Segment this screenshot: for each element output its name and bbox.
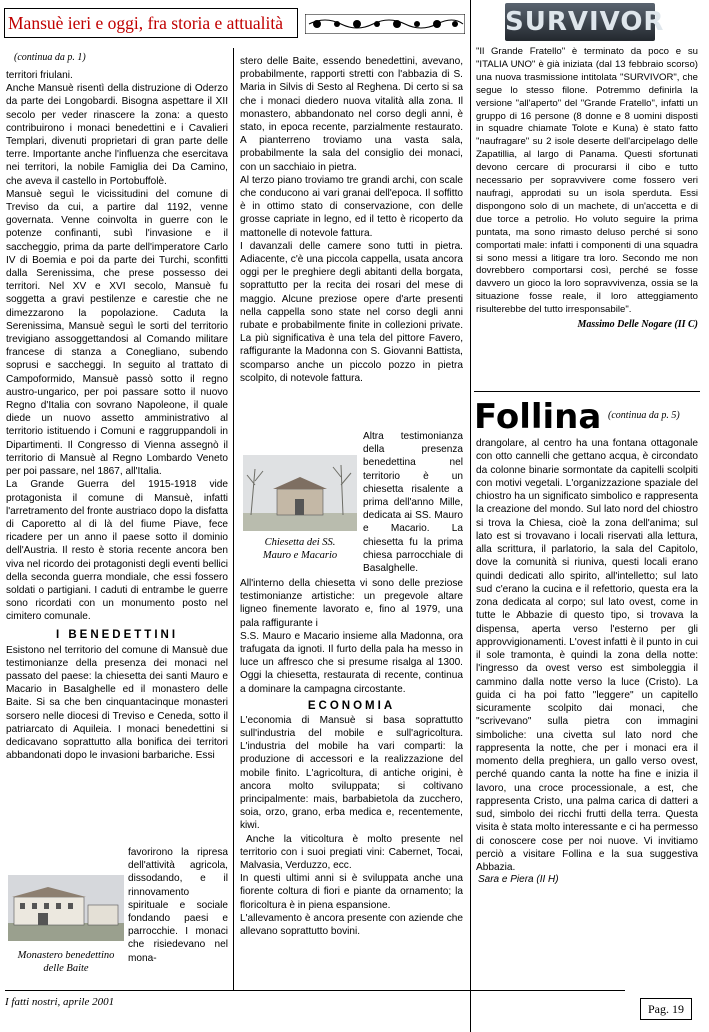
section-heading: ECONOMIA bbox=[307, 699, 396, 712]
paragraph: Esistono nel territorio del comune di Mansuè due testimonianze della presenza dei monaci nel passato del paese: la chiesetta dei santi Mauro e Macario in Basalghelle ed il monastero delle Baite. Si sa che ben cinquantacinque monasteri sorsero nelle diocesi di Treviso e Ceneda, sotto il patriarcato di Aquileia. I monaci benedettini si dedicavano soprattutto alla bonifica dei territori abbandonati dopo le invasioni barbariche. Essi bbox=[6, 644, 228, 762]
middle-column-lower bbox=[240, 577, 463, 938]
paragraph: Altra testimonianza della presenza benedettina nel territorio è un chiesetta risalente a prima dell'anno Mille, dedicata ai SS. Mauro e Macario. La chiesetta fu la prima chiesa parrocchiale di Basalghelle. bbox=[363, 431, 463, 575]
column-divider bbox=[470, 0, 471, 1032]
paragraph: La Grande Guerra del 1915-1918 vide protagonista il comune di Mansuè, infatti l'arretramento del fronte austriaco dopo la disfatta di Caporetto al di là del fiume Piave, fece ricadere per un anno il paese sotto il dominio dell'Austria. Il resto è storia recente ancora ben viva nel ricordo dei protagonisti degli eventi bellici della seconda guerra mondiale, che essi fossero soldati o partigiani. I caduti di entrambe le guerre sono ricordati con un monumento posto nel cimitero comunale. bbox=[6, 479, 228, 623]
paragraph: Mansuè seguì le vicissitudini del comune di Treviso da cui, a partire dal 1192, venne governata. Venne coinvolta in guerre con le potenze confinanti, subì l'invasione e il saccheggio, prima da parte dell'imperatore Carlo IV di Boemia e poi da parte dei Turchi, sconfitti dalla Serenissima, che prese possesso dei territori. Nel XV e XVI secolo, Mansuè fu soggetta a gravi pestilenze e carestie che ne dimezzarono la popolazione. Caduta la Serenissima, Mansuè seguì le sorti del territorio trevigiano assoggettandosi al Comando militare francese di stanza a Conegliano, subendo soprusi e saccheggi. In seguito al trattato di Campoformido, Mansuè passò sotto il regno austro-ungarico, per poi passare sotto il nuovo Regno d'Italia con sovrano Napoleone, il quale diede un nuovo assetto amministrativo al territorio istituendo i Comuni e raggruppandoli in Dipartimenti. Il Congresso di Vienna assegnò il territorio di Mansuè al Regno Lombardo Veneto per poi passare, nel 1867, all'Italia. bbox=[6, 188, 228, 478]
survivor-article bbox=[476, 46, 698, 330]
history-text bbox=[6, 69, 228, 624]
continued-note: (continua da p. 1) bbox=[14, 52, 86, 63]
section-heading: I BENEDETTINI bbox=[55, 628, 179, 641]
photo-caption: Chiesetta dei SS. Mauro e Macario bbox=[262, 537, 338, 561]
continued-note: (continua da p. 5) bbox=[608, 410, 680, 421]
column-divider bbox=[233, 48, 234, 990]
article-title: Follina bbox=[474, 397, 602, 437]
author: Sara e Piera (II H) bbox=[478, 874, 559, 886]
paragraph: "Il Grande Fratello" è terminato da poco e su "ITALIA UNO" è già iniziata (dal 13 febbraio scorso) una nuova trasmissione intitolata "SURVIVOR", che segue lo stesso filone. Potremmo definirla la versione "all'aperto" del "Grande Fratello", infatti un gruppo di 16 persone (8 donne e 8 uomini disposti in squadre chiamate Tolote e Kuna) è stato fatto "naufragare" su 2 isole deserte dell'arcipelago delle Zapatillia, al largo di Panama. Questi sfortunati devono cercare di procurarsi il cibo e tutto necessario per sopravvivere come fossero veri naufragi, approdati su un isola sperduta. Essi dispongono solo di un machete, di un'accetta e di due torce a petrolio. Ho voluto seguire la prima puntata, ma sono rimasto deluso perché si sono comportati male: infatti i componenti di una squadra si sono messi a litigare tra loro. Secondo me non dovrebbero comportarsi così, perché se fosse davvero un gioco la loro sopravvivenza, ossia se la situazione fosse reale, il loro atteggiamento risulterebbe del tutto irresponsabile". bbox=[476, 46, 698, 316]
paragraph: In questi ultimi anni si è sviluppata anche una fiorente coltura di fiori e piante da ornamento; la floricoltura è in piena espansione. bbox=[240, 873, 463, 911]
photo-caption: Monastero benedettino delle Baite bbox=[17, 950, 115, 974]
left-column bbox=[6, 52, 228, 762]
section-divider bbox=[474, 391, 700, 392]
church-photo bbox=[243, 455, 357, 531]
paragraph: Al terzo piano troviamo tre grandi archi, con scale che conducono ai vari granai dell'epoca. Il soffitto è in ottimo stato di conservazione, con delle grosse capriate in legno, ed il tetto è ricoperto da mattonelle di notevole fattura. bbox=[240, 174, 463, 239]
monastery-photo bbox=[8, 875, 124, 941]
paragraph: stero delle Baite, essendo benedettini, avevano, probabilmente, rapporti stretti con l'abbazia di S. Maria in Silvis di Sesto al Reghena. Di certo si sa che i monaci diedero nuova vitalità alla zona. Il monastero, abbandonato nel corso degli anni, è stato, in epoca recente, parzialmente restaurato. A pianterreno troviamo una vasta sala, probabilmente la sala del consiglio dei monaci, con un sacchiaio in pietra. bbox=[240, 56, 463, 173]
page-number: Pag. 19 bbox=[640, 998, 692, 1020]
decorative-ornament-icon bbox=[305, 14, 465, 34]
paragraph: territori friulani. bbox=[6, 70, 73, 81]
follina-article bbox=[476, 437, 698, 885]
paragraph: favorirono la ripresa dell'attività agricola, dissodando, e il rinnovamento spirituale e sociale fondando paesi e parrocchie. I monaci che risiedevano nel mona- bbox=[128, 847, 228, 964]
paragraph: I davanzali delle camere sono tutti in pietra. Adiacente, c'è una piccola cappella, usata ancora oggi per le preghiere degli abitanti della borgata, soprattutto per la recita dei rosari del mese di maggio. Alcune preziose opere d'arte presenti nella cappella sono state nel corso degli anni rubate e probabilmente finite in collezioni private. La più significativa è una tela del pittore Favero, raffigurante la Madonna con S. Giovanni Battista, scomparso anche un piccolo pozzo in pietra scolpito, di notevole fattura. bbox=[240, 240, 463, 384]
footer-rule bbox=[5, 990, 625, 991]
paragraph: All'interno della chiesetta vi sono delle preziose testimonianze artistiche: un pregevole altare ligneo finemente lavorato e, fino al 1979, una pala raffigurante i bbox=[240, 578, 463, 629]
section-title: Mansuè ieri e oggi, fra storia e attualità bbox=[4, 8, 298, 38]
monastery-text bbox=[240, 55, 463, 385]
footer-publication: I fatti nostri, aprile 2001 bbox=[5, 996, 115, 1008]
paragraph: drangolare, al centro ha una fontana ottagonale con otto cannelli che gettano acqua, è circondato da colonne binarie sormontate da capitelli scolpiti con motivi vegetali. L'organizzazione spaziale del chiostro ha un significato simbolico e rappresenta la creazione del mondo. Sul lato nord del chiostro si trova la Chiesa, cioè la zona dell'anima; sul lato est si trovavano i locali riservati alla lettura, alla scrittura, il parlatorio, la sala del Capitolo, dove la comunità si riuniva, questi locali erano quindi dedicati allo spirito, all'intelletto; sul lato sud c'erano la cucina e il refettorio, questa era la zona dedicata al corpo; sul lato ovest, come in tutte le Abbazie di questo tipo, si trovava la dispensa, aperta verso l'esterno per gli approvvigionamenti. L'ovest infatti è il punto in cui il sole tramonta, è quindi la zona della notte: l'ingresso da ovest verso est simboleggia il cammino dalla notte verso la luce (Cristo). La guida ci ha poi fatto "leggere" un capitello sicuramente scolpito dai monaci, che "scrivevano" sulla pietra con immagini simboliche: una civetta sul lato nord che rappresenta la notte, che per i monaci era il momento della preghiera, un gallo verso ovest, perché quando canta la notte ha fine e inizia il lavoro, una croce processionale, a est, che rappresenta Cristo, una palma carica di datteri a sud, simbolo dei ricchi frutti della terra. Questa visita è stata molto interessante e ci ha permesso di conoscere cose per noi nuove. Vi invitiamo perciò a visitare Follina e la sua suggestiva Abbazia. bbox=[476, 438, 698, 873]
author: Massimo Delle Nogare (II C) bbox=[577, 319, 698, 331]
paragraph: Anche Mansuè risentì della distruzione di Oderzo da parte dei Longobardi. Bisogna aspettare il XII secolo per veder rinascere la zona: a questo contribuirono i monaci benedettini e i Cavalieri Templari, divenuti proprietari di gran parte delle terre. Importante anche l'influenza che esercitava nei territori, la nobile Famiglia dei Da Camino, che aveva il castello in Portobuffolè. bbox=[6, 83, 228, 187]
paragraph: L'economia di Mansuè si basa soprattutto sull'industria del mobile e sull'agricoltura. L'industria del mobile ha vari comparti: la produzione di accessori e la realizzazione del mobile finito. L'agricoltura, di antiche origini, è ancora molto sviluppata; si coltivano principalmente: mais, barbabietola da zucchero, soia, orzo, grano, erba medica e, recentemente, kiwi. bbox=[240, 714, 463, 832]
paragraph: Anche la viticoltura è molto presente nel territorio con i suoi pregiati vini: Cabernet, Tocai, Malvasia, Verduzzo, ecc. bbox=[240, 833, 463, 872]
survivor-logo: SURVIVOR bbox=[505, 3, 655, 41]
middle-column bbox=[240, 55, 463, 385]
paragraph: S.S. Mauro e Macario insieme alla Madonna, ora trafugata da ignoti. Il furto della pala ha messo in luce un affresco che si presume risalga al 1300. Oggi la chiesetta, restaurata di recente, continua a dominare la campagna circostante. bbox=[240, 630, 463, 695]
paragraph: L'allevamento è ancora presente con aziende che allevano soprattutto bovini. bbox=[240, 912, 463, 938]
